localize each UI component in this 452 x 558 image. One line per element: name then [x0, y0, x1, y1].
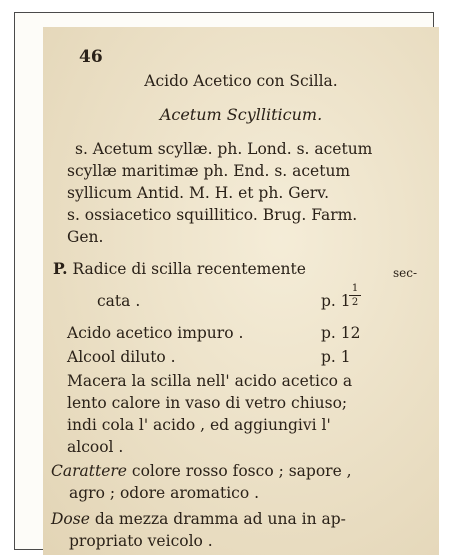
prescription-marker: P. [53, 259, 68, 278]
quantity-scilla: p. 1 [321, 292, 351, 310]
characters-label: Carattere [51, 462, 127, 480]
quantity-acido: p. 12 [321, 324, 361, 342]
dose-text-1: da mezza dramma ad una in ap- [89, 510, 346, 528]
quantity-fraction [349, 283, 361, 308]
quantity-alcool: p. 1 [321, 348, 351, 366]
fraction-denominator: 2 [351, 297, 359, 308]
book-page [43, 27, 439, 555]
latin-subtitle: Acetum Scylliticum. [159, 105, 323, 124]
fraction-numerator: 1 [351, 283, 359, 294]
hyphen-break: sec- [393, 266, 418, 280]
method-line-2: lento calore in vaso di vetro chiuso; [67, 394, 348, 412]
method-line-1: Macera la scilla nell' acido acetico a [67, 372, 353, 390]
synonym-line-1: s. Acetum scyllæ. ph. Lond. s. acetum [75, 140, 373, 158]
synonym-line-3: syllicum Antid. M. H. et ph. Gerv. [67, 184, 330, 202]
method-line-4: alcool . [67, 438, 124, 456]
prescription-line-2: cata . [97, 292, 141, 310]
ingredient-acido: Acido acetico impuro . [67, 324, 244, 342]
synonym-line-2: scyllæ maritimæ ph. End. s. acetum [67, 162, 351, 180]
method-line-3: indi cola l' acido , ed aggiungivi l' [67, 416, 331, 434]
characters-text-1: colore rosso fosco ; sapore , [126, 462, 352, 480]
synonym-line-5: Gen. [67, 228, 104, 246]
fraction-bar [349, 295, 361, 296]
characters-line-1 [51, 461, 352, 481]
page-number: 46 [79, 47, 103, 67]
characters-line-2: agro ; odore aromatico . [69, 484, 260, 502]
ingredient-alcool: Alcool diluto . [67, 348, 176, 366]
dose-label: Dose [51, 510, 90, 528]
dose-line-2: propriato veicolo . [69, 532, 213, 550]
ingredient-scilla: Radice di scilla recentemente [72, 260, 306, 278]
section-title: Acido Acetico con Scilla. [144, 72, 338, 90]
prescription-line-1 [53, 259, 306, 279]
image-frame [14, 12, 434, 550]
dose-line-1 [51, 509, 346, 529]
synonym-line-4: s. ossiacetico squillitico. Brug. Farm. [67, 206, 358, 224]
